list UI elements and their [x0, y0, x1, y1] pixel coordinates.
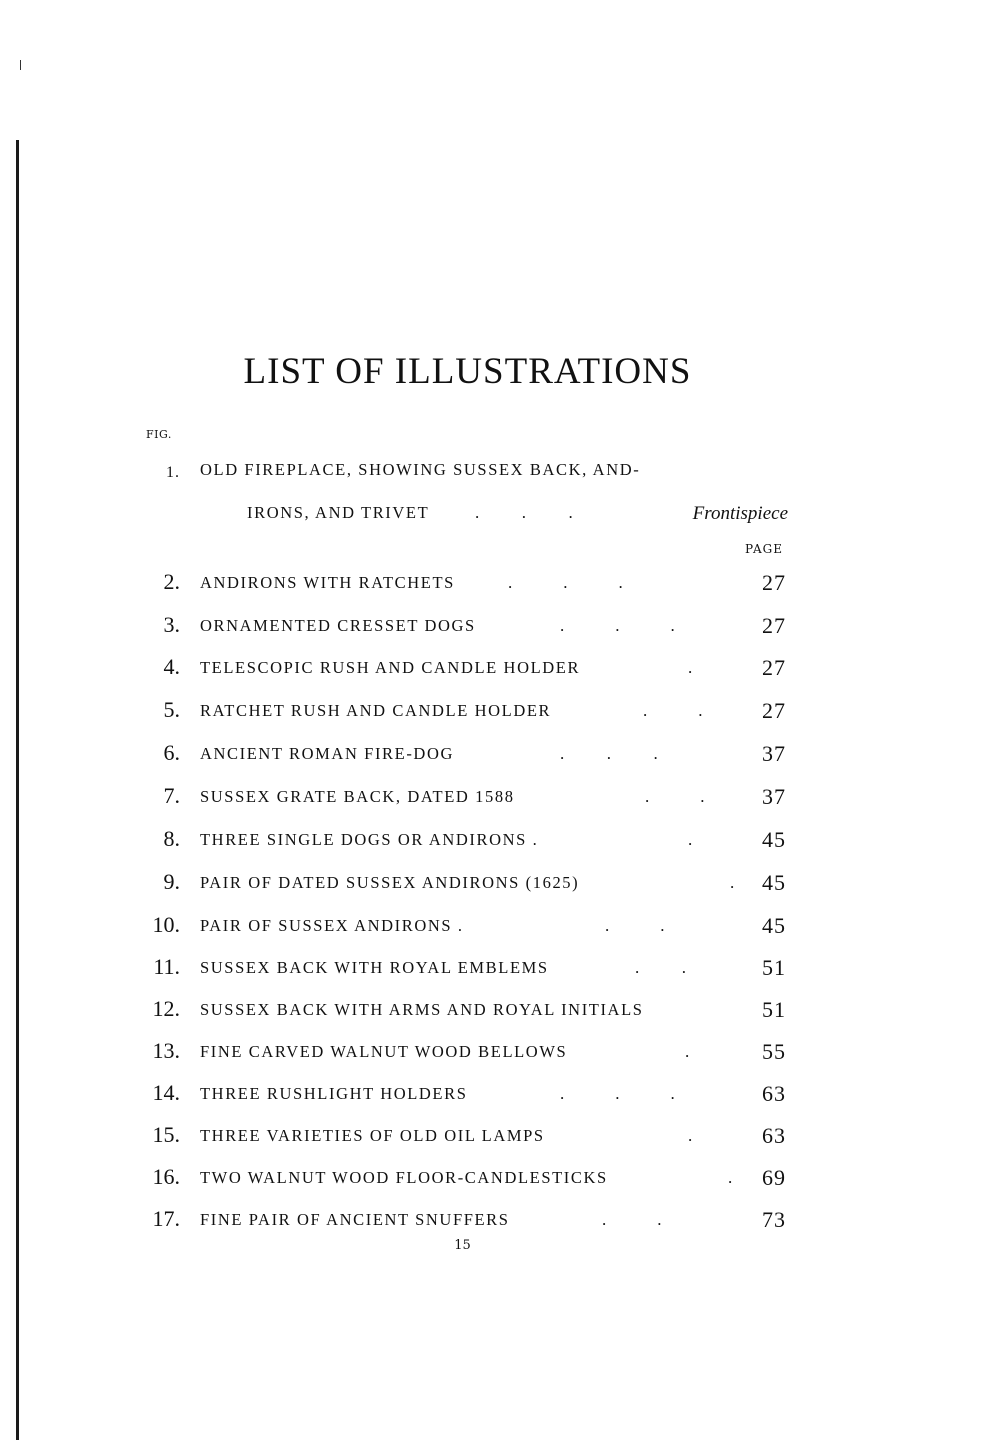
fig-caption: TELESCOPIC RUSH AND CANDLE HOLDER [200, 658, 581, 677]
fig-number: 1. [166, 464, 180, 481]
fig-number: 8. [163, 826, 180, 851]
fig-caption: THREE RUSHLIGHT HOLDERS [200, 1084, 468, 1103]
list-item [140, 908, 790, 942]
list-item [140, 452, 790, 486]
fig-caption: RATCHET RUSH AND CANDLE HOLDER [200, 701, 552, 720]
list-item [140, 1202, 790, 1236]
leader-dots: . . . [560, 744, 658, 763]
page-number: 27 [762, 613, 786, 638]
leader-dots: . . . [560, 616, 675, 635]
list-item [140, 608, 790, 642]
fig-number: 5. [163, 697, 180, 722]
page-number: 45 [762, 913, 786, 938]
fig-caption: OLD FIREPLACE, SHOWING SUSSEX BACK, AND- [200, 460, 641, 479]
fig-number: 16. [152, 1164, 180, 1189]
page-number: 69 [762, 1165, 786, 1190]
fig-number: 11. [153, 954, 180, 979]
page-column-label: PAGE [745, 542, 783, 556]
leader-dots: . . [602, 1210, 662, 1229]
list-item [140, 1034, 790, 1068]
list-item [140, 865, 790, 899]
fig-caption: FINE PAIR OF ANCIENT SNUFFERS [200, 1210, 510, 1229]
fig-number: 7. [163, 783, 180, 808]
page-number: 27 [762, 698, 786, 723]
fig-caption: THREE VARIETIES OF OLD OIL LAMPS [200, 1126, 545, 1145]
fig-column-label: FIG. [146, 428, 172, 441]
list-item [140, 950, 790, 984]
list-item-continuation [140, 495, 790, 529]
fig-caption: PAIR OF SUSSEX ANDIRONS . [200, 916, 464, 935]
list-item [140, 1076, 790, 1110]
page-number: 37 [762, 741, 786, 766]
list-item [140, 650, 790, 684]
fig-caption: PAIR OF DATED SUSSEX ANDIRONS (1625) [200, 873, 580, 892]
list-item [140, 736, 790, 770]
leader-dots: . . . [560, 1084, 675, 1103]
leader-dots: . . . [475, 503, 573, 522]
page-number: 45 [762, 827, 786, 852]
fig-caption: SUSSEX GRATE BACK, DATED 1588 [200, 787, 515, 806]
fig-caption: ORNAMENTED CRESSET DOGS [200, 616, 476, 635]
list-item [140, 565, 790, 599]
fig-number: 17. [152, 1206, 180, 1231]
fig-number: 13. [152, 1038, 180, 1063]
page-number: 51 [762, 955, 786, 980]
fig-caption: ANCIENT ROMAN FIRE-DOG [200, 744, 454, 763]
fig-caption: THREE SINGLE DOGS OR ANDIRONS . [200, 830, 539, 849]
page-reference: Frontispiece [692, 503, 788, 524]
page-number: 45 [762, 870, 786, 895]
list-item [140, 779, 790, 813]
list-item [140, 992, 790, 1026]
fig-caption: ANDIRONS WITH RATCHETS [200, 573, 455, 592]
leader-dots: . . [643, 701, 703, 720]
fig-number: 9. [163, 869, 180, 894]
fig-number: 3. [163, 612, 180, 637]
page-number: 27 [762, 655, 786, 680]
page-folio-number: 15 [454, 1238, 471, 1253]
leader-dots: . [730, 873, 735, 892]
page-number: 73 [762, 1207, 786, 1232]
page-number: 55 [762, 1039, 786, 1064]
fig-number: 14. [152, 1080, 180, 1105]
fig-caption: SUSSEX BACK WITH ARMS AND ROYAL INITIALS [200, 1000, 644, 1019]
fig-caption: TWO WALNUT WOOD FLOOR-CANDLESTICKS [200, 1168, 608, 1187]
fig-number: 12. [152, 996, 180, 1021]
leader-dots: . [685, 1042, 690, 1061]
fig-number: 2. [163, 569, 180, 594]
fig-number: 4. [163, 654, 180, 679]
leader-dots: . [688, 658, 693, 677]
fig-caption-continued: IRONS, AND TRIVET [247, 503, 430, 522]
list-item [140, 822, 790, 856]
leader-dots: . [728, 1168, 733, 1187]
page-number: 51 [762, 997, 786, 1022]
page-number: 63 [762, 1081, 786, 1106]
page-number: 27 [762, 570, 786, 595]
list-item [140, 1118, 790, 1152]
leader-dots: . . . [508, 573, 623, 592]
leader-dots: . [688, 1126, 693, 1145]
leader-dots: . . [635, 958, 686, 977]
list-item [140, 693, 790, 727]
list-item [140, 1160, 790, 1194]
fig-number: 6. [163, 740, 180, 765]
page-title: LIST OF ILLUSTRATIONS [243, 351, 692, 392]
page-number: 63 [762, 1123, 786, 1148]
page-number: 37 [762, 784, 786, 809]
leader-dots: . [688, 830, 693, 849]
fig-caption: SUSSEX BACK WITH ROYAL EMBLEMS [200, 958, 549, 977]
fig-caption: FINE CARVED WALNUT WOOD BELLOWS [200, 1042, 568, 1061]
leader-dots: . . [605, 916, 665, 935]
fig-number: 10. [152, 912, 180, 937]
binding-mark [20, 60, 21, 70]
fig-number: 15. [152, 1122, 180, 1147]
leader-dots: . . [645, 787, 705, 806]
